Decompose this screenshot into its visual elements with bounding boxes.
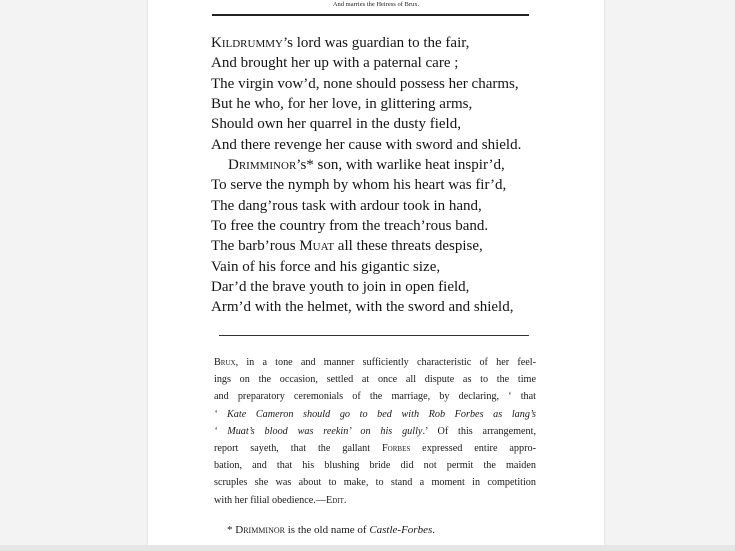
viewer-bottom-bar: [0, 545, 735, 551]
verse-line: And there revenge her cause with sword and shield.: [211, 136, 522, 153]
running-head: And marries the Heiress of Brux.: [332, 1, 420, 8]
verse-line: Drimminor’s* son, with warlike heat inspir’d,: [228, 157, 505, 174]
small-caps-name: Kildrummy: [211, 35, 283, 51]
small-caps-name: Drimminor: [235, 524, 285, 536]
verse-line: But he who, for her love, in glittering arms,: [211, 96, 473, 113]
document-page: [148, 0, 604, 545]
small-caps-name: Muat: [299, 238, 335, 255]
verse-line: To serve the nymph by whom his heart was fir’d,: [211, 177, 507, 194]
note-line: and preparatory ceremonials of the marriage, by declaring, ‘ that: [214, 391, 536, 403]
verse-line: And brought her up with a paternal care ;: [211, 55, 459, 72]
note-line: ‘ Muat’s blood was reekin’ on his gully.’ Of this arrangement,: [214, 425, 537, 437]
note-line: bation, and that his blushing bride did not permit the maiden: [214, 460, 536, 472]
small-caps-name: Brux: [214, 357, 236, 368]
note-line: with her filial obedience.—Edit.: [214, 494, 347, 506]
verse-line: Vain of his force and his gigantic size,: [211, 258, 441, 275]
note-line: scruples she was about to make, to stand a moment in competition: [214, 477, 536, 489]
top-double-rule: [212, 14, 529, 16]
verse-line: The dang’rous task with ardour took in hand,: [211, 197, 482, 214]
small-caps-name: Forbes: [382, 443, 411, 455]
note-line: report sayeth, that the gallant Forbes expressed entire appro-: [214, 443, 536, 455]
verse-line: Dar’d the brave youth to join in open field,: [211, 279, 470, 296]
verse-line: Kildrummy’s lord was guardian to the fair,: [211, 35, 470, 51]
small-caps-name: Drimminor: [228, 157, 297, 174]
section-rule: [219, 335, 529, 336]
verse-line: Arm’d with the helmet, with the sword and shield,: [211, 299, 514, 316]
note-line: Brux, in a tone and manner sufficiently characteristic of her feel-: [214, 357, 536, 368]
note-line: ings on the occasion, settled at once all dispute as to the time: [214, 374, 536, 386]
note-line: ‘ Kate Cameron should go to bed with Rob Forbes as lang’s: [214, 408, 536, 420]
small-caps-name: Edit: [326, 494, 344, 506]
verse-line: The barb’rous Muat all these threats despise,: [211, 238, 483, 255]
footnote: * Drimminor is the old name of Castle-Forbes.: [227, 524, 436, 536]
verse-line: To free the country from the treach’rous band.: [211, 218, 489, 235]
verse-block: [211, 33, 551, 318]
verse-line: The virgin vow’d, none should possess her charms,: [211, 75, 519, 92]
verse-line: Should own her quarrel in the dusty field,: [211, 116, 461, 133]
editor-note: [214, 354, 536, 509]
